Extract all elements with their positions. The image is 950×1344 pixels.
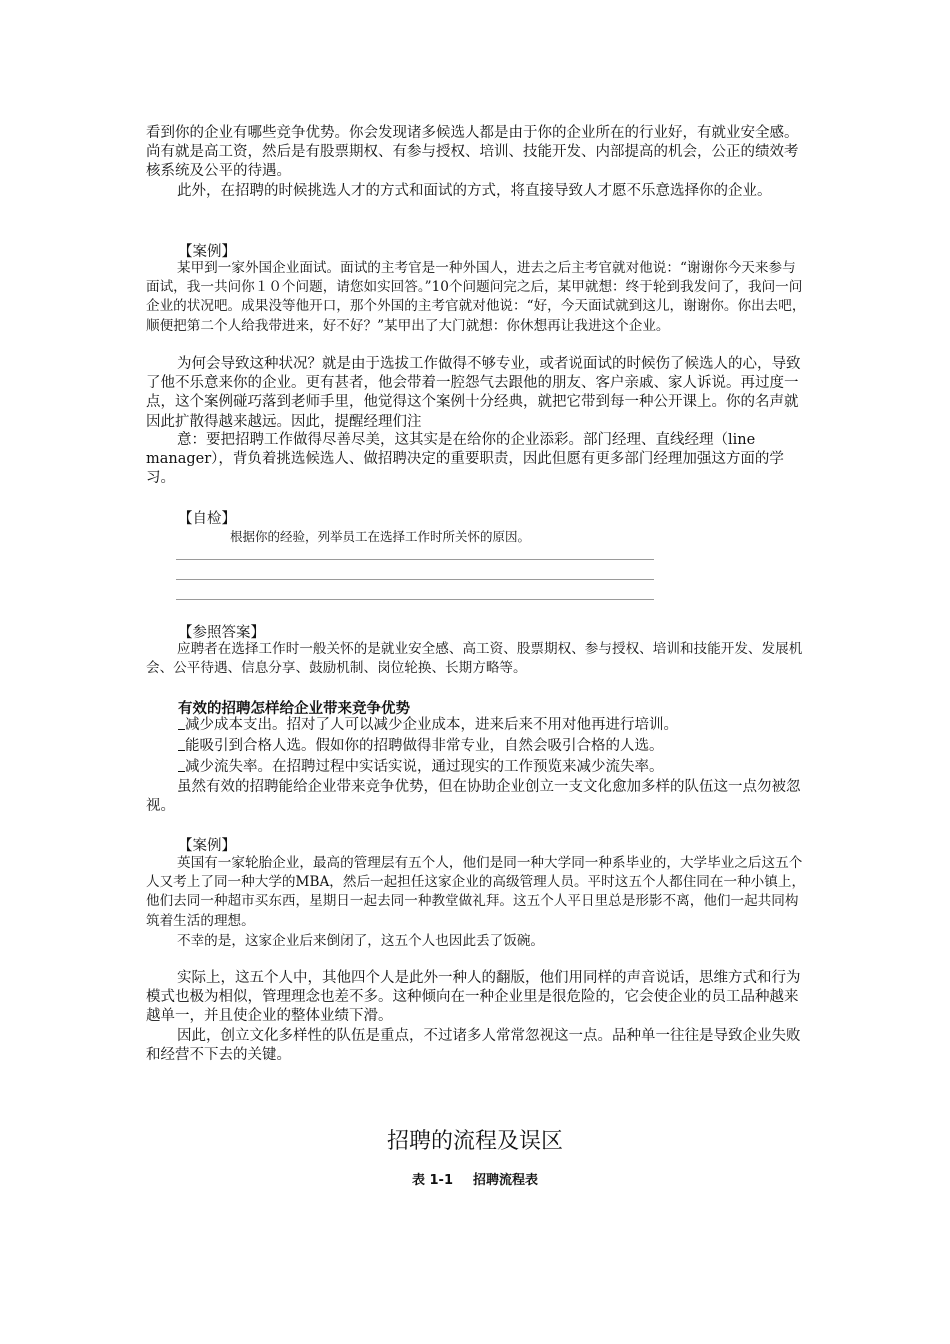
answer-line bbox=[176, 579, 654, 580]
case-paragraph-2: 为何会导致这种状况？就是由于选拔工作做得不够专业，或者说面试的时候伤了候选人的心，导致了他不乐意来你的企业。更有甚者，他会带着一腔怨气去跟他的朋友、客户亲戚、家人诉说。再过度一点，这个案例碰巧落到老师手里，他觉得这个案例十分经典，就把它带到每一种公开课上。你的名声就因此扩散得越来越远。因此，提醒经理们注 bbox=[146, 356, 801, 430]
case-heading: 【案例】 bbox=[178, 838, 236, 854]
selfcheck-prompt: 根据你的经验，列举员工在选择工作时所关怀的原因。 bbox=[230, 529, 531, 544]
case-paragraph-1: 某甲到一家外国企业面试。面试的主考官是一种外国人，进去之后主考官就对他说：“谢谢你今天来参与面试，我一共问你１０个问题，请您如实回答。”10个问题问完之后，某甲就想：终于轮到我发问了，我问一问企业的状况吧。成果没等他开口，那个外国的主考官就对他说：“好，今天面试就到这儿，谢谢你。你出去吧，顺便把第二个人给我带进来，好不好？”某甲出了大门就想：你休想再让我进这个企业。 bbox=[146, 260, 806, 334]
bullet-mark bbox=[178, 738, 185, 751]
case-paragraph-3: 意：要把招聘工作做得尽善尽美，这其实是在给你的企业添彩。部门经理、直线经理（line manager），背负着挑选候选人、做招聘决定的重要职责，因此但愿有更多部门经理加强这方面的学习。 bbox=[146, 432, 784, 487]
advantage-item: 减少流失率。在招聘过程中实话实说，通过现实的工作预览来减少流失率。 bbox=[178, 758, 808, 777]
bullet-mark bbox=[178, 717, 185, 730]
section-title: 招聘的流程及误区 bbox=[386, 1129, 563, 1154]
case2-paragraph-1: 英国有一家轮胎企业，最高的管理层有五个人，他们是同一种大学同一种系毕业的，大学毕业之后这五个人又考上了同一种大学的MBA，然后一起担任这家企业的高级管理人员。平时这五个人都住同在一种小镇上，他们去同一种超市买东西，星期日一起去同一种教堂做礼拜。这五个人平日里总是形影不离，他们一起共同构筑着生活的理想。 bbox=[146, 855, 806, 929]
table-title: 招聘流程表 bbox=[473, 1173, 539, 1188]
case2-paragraph-4: 因此，创立文化多样性的队伍是重点，不过诸多人常常忽视这一点。品种单一往往是导致企业失败和经营不下去的关键。 bbox=[146, 1028, 801, 1064]
intro-paragraph-2: 此外，在招聘的时候挑选人才的方式和面试的方式，将直接导致人才愿不乐意选择你的企业。 bbox=[177, 183, 772, 199]
advantage-item: 减少成本支出。招对了人可以减少企业成本，进来后来不用对他再进行培训。 bbox=[178, 716, 808, 735]
advantage-note: 虽然有效的招聘能给企业带来竞争优势，但在协助企业创立一支文化愈加多样的队伍这一点勿被忽视。 bbox=[146, 779, 801, 815]
advantage-heading: 有效的招聘怎样给企业带来竞争优势 bbox=[178, 701, 410, 717]
table-number: 表 1-1 bbox=[411, 1173, 453, 1188]
table-caption bbox=[0, 1169, 950, 1188]
reference-answer-heading: 【参照答案】 bbox=[178, 625, 265, 641]
case2-paragraph-2: 不幸的是，这家企业后来倒闭了，这五个人也因此丢了饭碗。 bbox=[177, 933, 545, 949]
reference-answer-text: 应聘者在选择工作时一般关怀的是就业安全感、高工资、股票期权、参与授权、培训和技能开发、发展机会、公平待遇、信息分享、鼓励机制、岗位轮换、长期方略等。 bbox=[146, 641, 803, 677]
answer-line bbox=[176, 559, 654, 560]
case-heading: 【案例】 bbox=[178, 244, 236, 260]
selfcheck-heading: 【自检】 bbox=[178, 511, 236, 527]
advantage-item: 能吸引到合格人选。假如你的招聘做得非常专业，自然会吸引合格的人选。 bbox=[178, 737, 808, 756]
answer-line bbox=[176, 599, 654, 600]
bullet-mark bbox=[178, 759, 185, 772]
intro-paragraph-1: 看到你的企业有哪些竞争优势。你会发现诸多候选人都是由于你的企业所在的行业好，有就业安全感。尚有就是高工资，然后是有股票期权、有参与授权、培训、技能开发、内部提高的机会，公正的绩效考核系统及公平的待遇。 bbox=[146, 125, 799, 180]
case2-paragraph-3: 实际上，这五个人中，其他四个人是此外一种人的翻版，他们用同样的声音说话，思维方式和行为模式也极为相似，管理理念也差不多。这种倾向在一种企业里是很危险的，它会使企业的员工品种越来越单一，并且使企业的整体业绩下滑。 bbox=[146, 970, 801, 1025]
